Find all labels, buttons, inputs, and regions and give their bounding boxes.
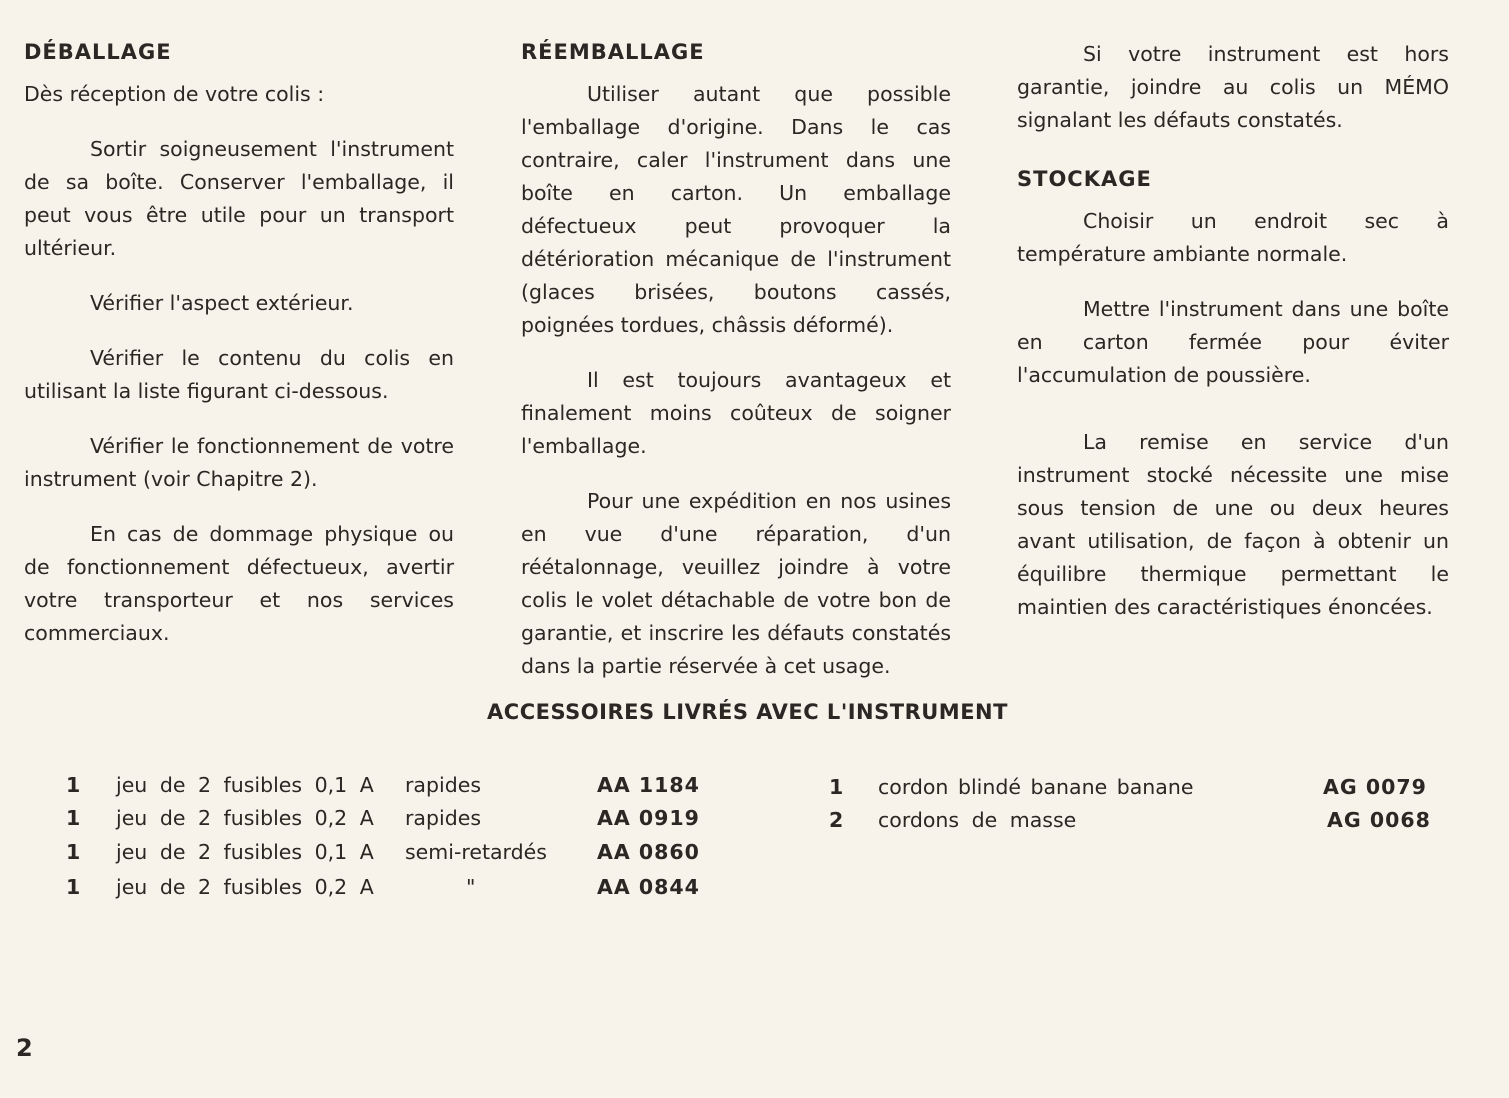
accessory-qty: 1 bbox=[829, 775, 844, 799]
deballage-paragraph-5: En cas de dommage physique ou de fonctionnement défectueux, avertir votre transporteur et nos services commerciaux. bbox=[24, 522, 454, 645]
accessory-code: AA 0919 bbox=[597, 806, 700, 830]
accessory-type: semi-retardés bbox=[405, 840, 547, 864]
accessory-type: rapides bbox=[405, 773, 482, 797]
stockage-paragraph-1: Choisir un endroit sec à température ambiante normale. bbox=[1017, 209, 1449, 266]
accessory-item: jeu de 2 fusibles 0,2 A bbox=[116, 875, 374, 899]
reemballage-section bbox=[521, 38, 951, 705]
accessory-item: jeu de 2 fusibles 0,1 A bbox=[116, 840, 374, 864]
deballage-paragraph-4: Vérifier le fonctionnement de votre instrument (voir Chapitre 2). bbox=[24, 434, 454, 491]
accessory-item: jeu de 2 fusibles 0,1 A bbox=[116, 773, 374, 797]
deballage-paragraph-1: Sortir soigneusement l'instrument de sa boîte. Conserver l'emballage, il peut vous être utile pour un transport ultérieur. bbox=[24, 137, 454, 260]
accessory-row bbox=[0, 772, 1509, 802]
stockage-paragraph-2: Mettre l'instrument dans une boîte en carton fermée pour éviter l'accumulation de poussière. bbox=[1017, 297, 1449, 387]
accessory-code: AA 1184 bbox=[597, 773, 700, 797]
page-number: 2 bbox=[16, 1034, 33, 1062]
accessory-code: AG 0068 bbox=[1327, 808, 1431, 832]
garantie-paragraph: Si votre instrument est hors garantie, joindre au colis un MÉMO signalant les défauts constatés. bbox=[1017, 42, 1449, 132]
accessory-qty: 2 bbox=[829, 808, 844, 832]
stockage-paragraph-3: La remise en service d'un instrument stocké nécessite une mise sous tension de une ou deux heures avant utilisation, de façon à obtenir un équilibre thermique permettant le maintien des caractéristiques énoncées. bbox=[1017, 430, 1449, 619]
deballage-section bbox=[24, 38, 454, 672]
accessory-qty: 1 bbox=[66, 875, 81, 899]
accessory-type: rapides bbox=[405, 806, 482, 830]
deballage-paragraph-3: Vérifier le contenu du colis en utilisant la liste figurant ci-dessous. bbox=[24, 346, 454, 403]
reemballage-paragraph-3: Pour une expédition en nos usines en vue d'une réparation, d'un réétalonnage, veuillez joindre à votre colis le volet détachable de votre bon de garantie, et inscrire les défauts constatés dans la partie réservée à cet usage. bbox=[521, 489, 951, 678]
reemballage-paragraph-2: Il est toujours avantageux et finalement moins coûteux de soigner l'emballage. bbox=[521, 368, 951, 458]
accessory-item: jeu de 2 fusibles 0,2 A bbox=[116, 806, 374, 830]
stockage-heading: STOCKAGE bbox=[1017, 167, 1152, 191]
accessory-row bbox=[0, 805, 1509, 835]
accessory-code: AA 0860 bbox=[597, 840, 700, 864]
deballage-intro: Dès réception de votre colis : bbox=[24, 82, 325, 106]
reemballage-paragraph-1: Utiliser autant que possible l'emballage d'origine. Dans le cas contraire, caler l'instrument dans une boîte en carton. Un emballage défectueux peut provoquer la détérioration mécanique de l'instrument (glaces brisées, boutons cassés, poignées tordues, châssis déformé). bbox=[521, 82, 951, 337]
accessory-qty: 1 bbox=[66, 806, 81, 830]
reemballage-heading: RÉEMBALLAGE bbox=[521, 40, 705, 64]
deballage-heading: DÉBALLAGE bbox=[24, 40, 172, 64]
accessories-title: ACCESSOIRES LIVRÉS AVEC L'INSTRUMENT bbox=[487, 700, 1008, 724]
accessory-row bbox=[0, 837, 760, 867]
accessory-item: cordons de masse bbox=[878, 808, 1077, 832]
accessory-item: cordon blindé banane banane bbox=[878, 775, 1194, 799]
accessory-row bbox=[0, 872, 760, 902]
accessory-code: AG 0079 bbox=[1323, 775, 1427, 799]
deballage-paragraph-2: Vérifier l'aspect extérieur. bbox=[90, 291, 354, 315]
accessory-type: " bbox=[466, 875, 476, 899]
accessory-qty: 1 bbox=[66, 840, 81, 864]
stockage-section bbox=[1017, 38, 1449, 646]
accessory-qty: 1 bbox=[66, 773, 81, 797]
accessory-code: AA 0844 bbox=[597, 875, 700, 899]
